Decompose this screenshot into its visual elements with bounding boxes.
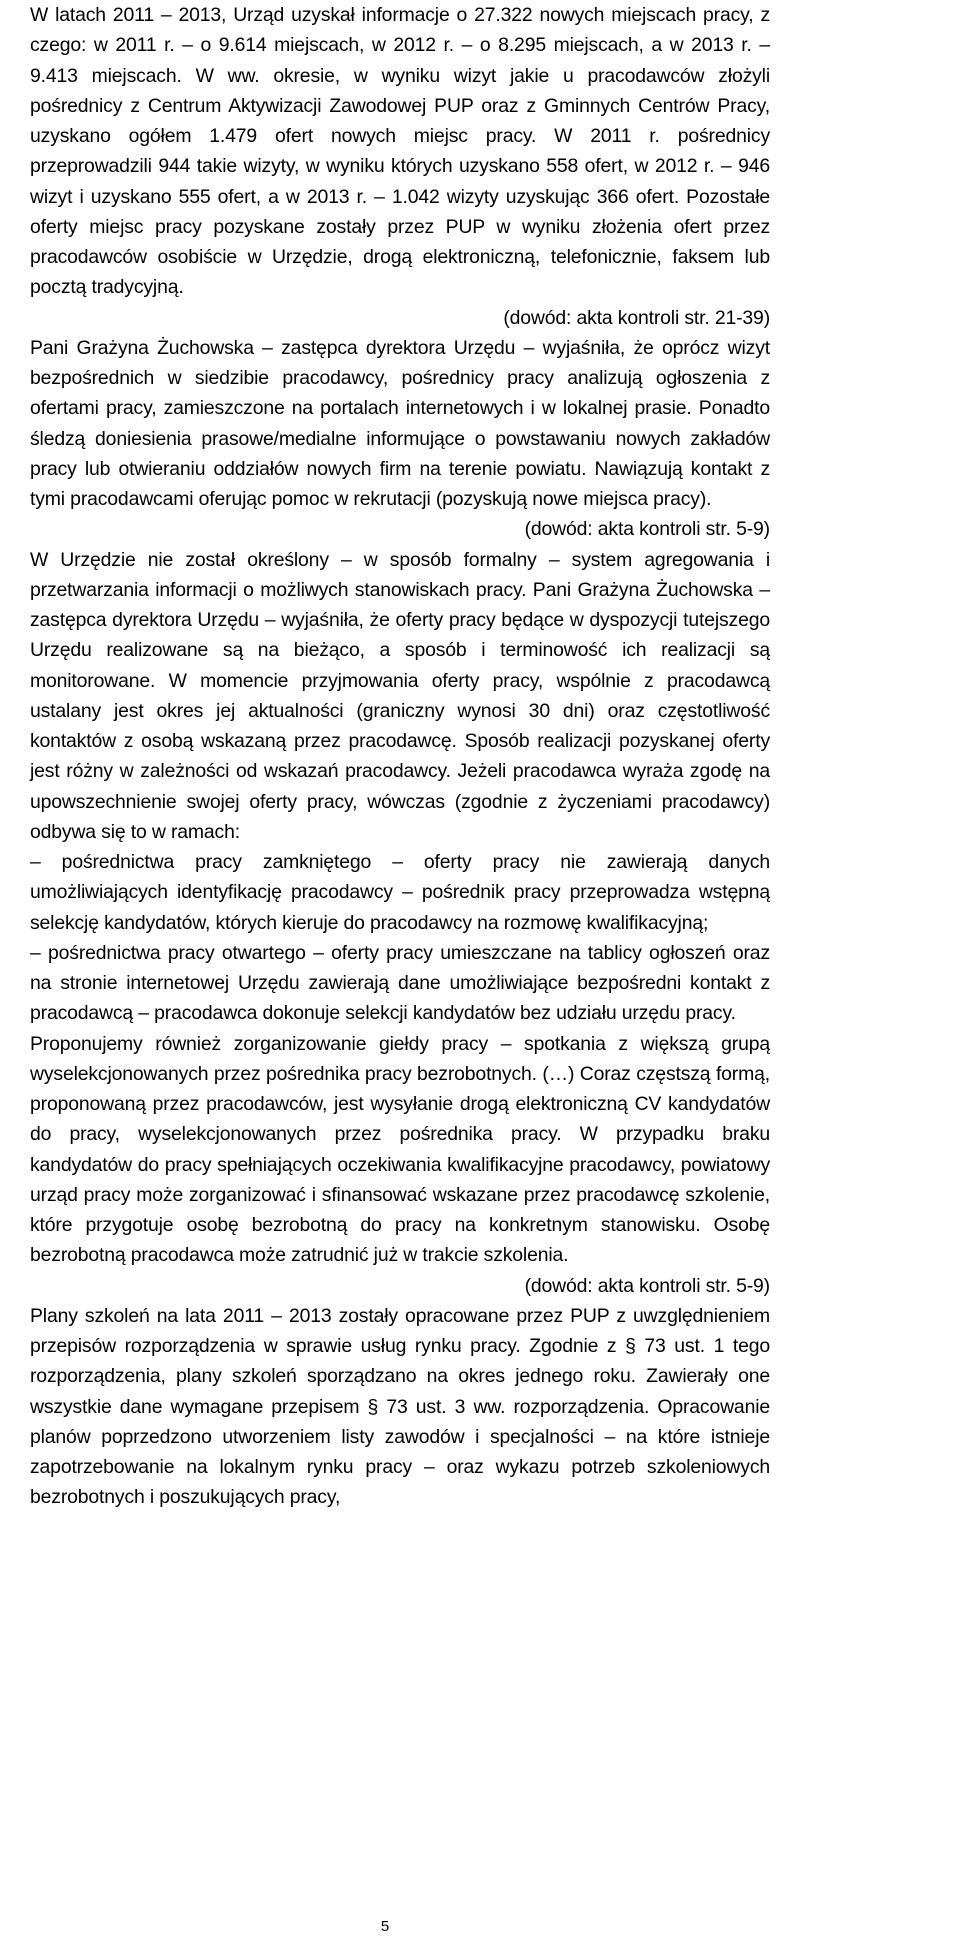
paragraph-job-fair-proposal: Proponujemy również zorganizowanie giełdy pracy – spotkania z większą grupą wyselekcjonowanych przez pośrednika pracy bezrobotnych. (…) Coraz częstszą formą, proponowaną przez pracodawców, jest wysyłanie drogą elektroniczną CV kandydatów do pracy, wyselekcjonowanych przez pośrednika pracy. W przypadku braku kandydatów do pracy spełniających oczekiwania kwalifikacyjne pracodawcy, powiatowy urząd pracy może zorganizować i sfinansować wskazane przez pracodawcę szkolenie, które przygotuje osobę bezrobotną do pracy na konkretnym stanowisku. Osobę bezrobotną pracodawca może zatrudnić już w trakcie szkolenia. — [30, 1032, 770, 1267]
paragraph-information-system: W Urzędzie nie został określony – w sposób formalny – system agregowania i przetwarzania informacji o możliwych stanowiskach pracy. Pani Grażyna Żuchowska – zastępca dyrektora Urzędu – wyjaśniła, że oferty pracy będące w dyspozycji tutejszego Urzędu realizowane są na bieżąco, a sposób i terminowość ich realizacji są monitorowane. W momencie przyjmowania oferty pracy, wspólnie z pracodawcą ustalany jest okres jej aktualności (graniczny wynosi 30 dni) oraz częstotliwość kontaktów z osobą wskazaną przez pracodawcę. Sposób realizacji pozyskanej oferty jest różny w zależności od wskazań pracodawcy. Jeżeli pracodawca wyraża zgodę na upowszechnienie swojej oferty pracy, wówczas (zgodnie z życzeniami pracodawcy) odbywa się to w ramach: — [30, 548, 770, 843]
page-number: 5 — [380, 1918, 390, 1935]
paragraph-training-plans: Plany szkoleń na lata 2011 – 2013 zostały opracowane przez PUP z uwzględnieniem przepisów rozporządzenia w sprawie usług rynku pracy. Zgodnie z § 73 ust. 1 tego rozporządzenia, plany szkoleń sporządzano na okres jednego roku. Zawierały one wszystkie dane wymagane przepisem § 73 ust. 3 ww. rozporządzenia. Opracowanie planów poprzedzono utworzeniem listy zawodów i specjalności – na które istnieje zapotrzebowanie na lokalnym rynku pracy – oraz wykazu potrzeb szkoleniowych bezrobotnych i poszukujących pracy, — [30, 1304, 770, 1509]
evidence-reference: (dowód: akta kontroli str. 5-9) — [524, 1274, 770, 1297]
paragraph-job-offers-statistics: W latach 2011 – 2013, Urząd uzyskał informacje o 27.322 nowych miejscach pracy, z czego: w 2011 r. – o 9.614 miejscach, w 2012 r. – o 8.295 miejscach, a w 2013 r. – 9.413 miejscach. W ww. okresie, w wyniku wizyt jakie u pracodawców złożyli pośrednicy z Centrum Aktywizacji Zawodowej PUP oraz z Gminnych Centrów Pracy, uzyskano ogółem 1.479 ofert nowych miejsc pracy. W 2011 r. pośrednicy przeprowadzili 944 takie wizyty, w wyniku których uzyskano 558 ofert, w 2012 r. – 946 wizyt i uzyskano 555 ofert, a w 2013 r. – 1.042 wizyty uzyskując 366 ofert. Pozostałe oferty miejsc pracy pozyskane zostały przez PUP w wyniku złożenia ofert przez pracodawców osobiście w Urzędzie, drogą elektroniczną, telefonicznie, faksem lub pocztą tradycyjną. — [30, 4, 770, 299]
paragraph-deputy-director-explanation: Pani Grażyna Żuchowska – zastępca dyrektora Urzędu – wyjaśniła, że oprócz wizyt bezpośrednich w siedzibie pracodawcy, pośrednicy pracy analizują ogłoszenia z ofertami pracy, zamieszczone na portalach internetowych i w lokalnej prasie. Ponadto śledzą doniesienia prasowe/medialne informujące o powstawaniu nowych zakładów pracy lub otwieraniu oddziałów nowych firm na terenie powiatu. Nawiązują kontakt z tymi pracodawcami oferując pomoc w rekrutacji (pozyskują nowe miejsca pracy). — [30, 336, 770, 510]
list-item-open-mediation: – pośrednictwa pracy otwartego – oferty pracy umieszczane na tablicy ogłoszeń oraz na stronie internetowej Urzędu zawierają dane umożliwiające bezpośredni kontakt z pracodawcą – pracodawca dokonuje selekcji kandydatów bez udziału urzędu pracy. — [30, 941, 770, 1025]
list-item-closed-mediation: – pośrednictwa pracy zamkniętego – oferty pracy nie zawierają danych umożliwiających identyfikację pracodawcy – pośrednik pracy przeprowadza wstępną selekcję kandydatów, których kieruje do pracodawcy na rozmowę kwalifikacyjną; — [30, 851, 770, 934]
evidence-reference: (dowód: akta kontroli str. 21-39) — [503, 306, 770, 329]
document-body — [30, 0, 770, 1513]
evidence-reference: (dowód: akta kontroli str. 5-9) — [524, 518, 770, 541]
